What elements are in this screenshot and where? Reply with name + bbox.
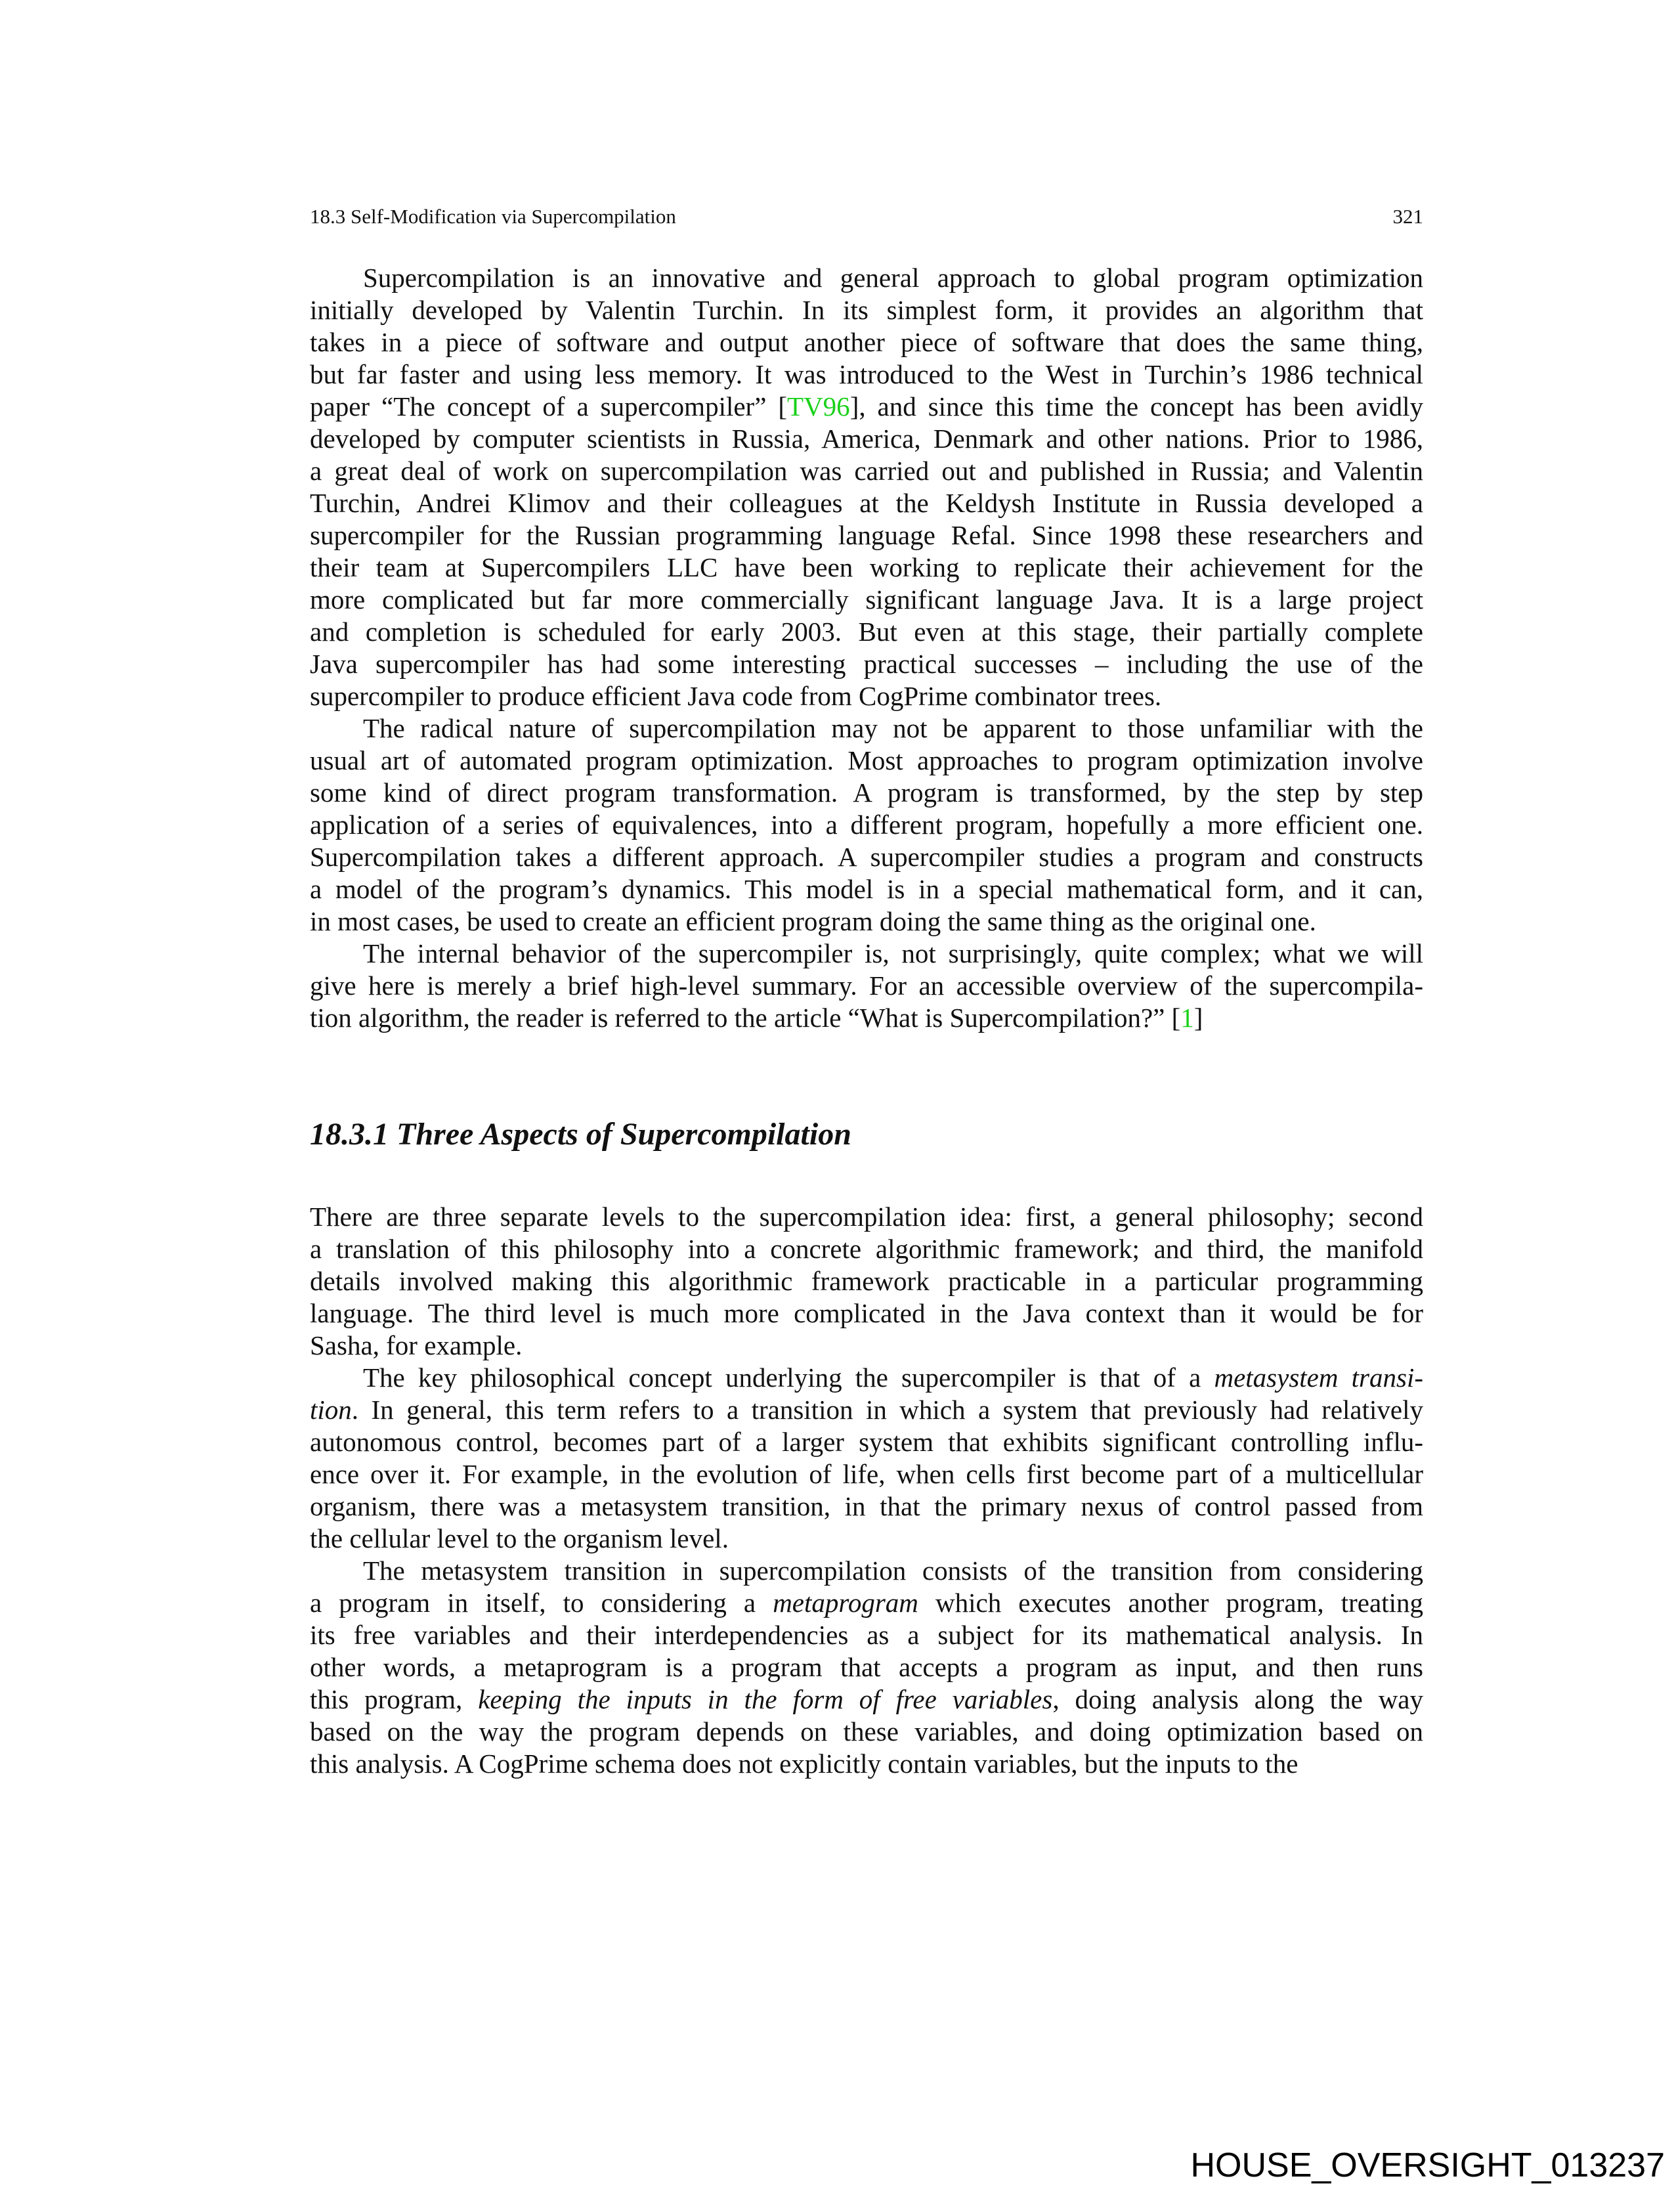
text-line xyxy=(310,1002,1423,1034)
text-line xyxy=(310,294,1423,326)
text-line xyxy=(310,712,1423,745)
text-line xyxy=(310,1297,1423,1330)
text-run: developed by computer scientists in Russia, America, Denmark and other nations. Prior to 1986, xyxy=(310,423,1423,454)
text-line xyxy=(310,1748,1423,1780)
text-run: application of a series of equivalences, into a different program, hopefully a more efficient one. xyxy=(310,810,1423,840)
emphasized-text: keeping the inputs in the form of free variables xyxy=(478,1684,1053,1714)
text-run: paper “The concept of a supercompiler” [ xyxy=(310,391,788,422)
text-run: other words, a metaprogram is a program that accepts a program as input, and then runs xyxy=(310,1652,1423,1682)
text-line xyxy=(310,1394,1423,1426)
text-run: Turchin, Andrei Klimov and their colleagues at the Keldysh Institute in Russia developed a xyxy=(310,488,1423,518)
text-line xyxy=(310,519,1423,552)
text-run: ] xyxy=(1193,1003,1203,1033)
text-run: Supercompilation takes a different approach. A supercompiler studies a program and constructs xyxy=(310,842,1423,872)
text-run: Sasha, for example. xyxy=(310,1330,523,1360)
text-line xyxy=(310,1619,1423,1651)
text-run: their team at Supercompilers LLC have been working to replicate their achievement for the xyxy=(310,552,1423,582)
text-run: ence over it. For example, in the evolution of life, when cells first become part of a multicellular xyxy=(310,1459,1423,1489)
text-line xyxy=(310,358,1423,391)
text-line xyxy=(310,423,1423,455)
page-number: 321 xyxy=(1392,205,1423,228)
text-run: supercompiler to produce efficient Java code from CogPrime combinator trees. xyxy=(310,681,1162,711)
text-line xyxy=(310,1458,1423,1490)
text-run: and completion is scheduled for early 2003. But even at this stage, their partially complete xyxy=(310,617,1423,647)
text-run: some kind of direct program transformation. A program is transformed, by the step by step xyxy=(310,777,1423,808)
body-text-intro xyxy=(310,262,1423,1034)
text-run: a translation of this philosophy into a concrete algorithmic framework; and third, the manifold xyxy=(310,1234,1423,1264)
emphasized-text: metaprogram xyxy=(773,1588,918,1618)
text-line xyxy=(310,391,1423,423)
text-line xyxy=(310,1265,1423,1297)
text-line xyxy=(310,584,1423,616)
text-run: based on the way the program depends on these variables, and doing optimization based on xyxy=(310,1716,1423,1746)
text-run: supercompiler for the Russian programming language Refal. Since 1998 these researchers and xyxy=(310,520,1423,550)
document-id-stamp: HOUSE_OVERSIGHT_013237 xyxy=(1190,2146,1665,2184)
text-run: which executes another program, treating xyxy=(918,1588,1423,1618)
text-run: details involved making this algorithmic framework practicable in a particular programming xyxy=(310,1266,1423,1296)
text-line xyxy=(310,552,1423,584)
text-line xyxy=(310,1233,1423,1265)
body-text-section xyxy=(310,1201,1423,1780)
text-line xyxy=(310,873,1423,905)
text-line xyxy=(310,841,1423,873)
section-heading: 18.3.1 Three Aspects of Supercompilation xyxy=(310,1117,851,1152)
text-run: but far faster and using less memory. It was introduced to the West in Turchin’s 1986 technical xyxy=(310,359,1423,389)
text-line xyxy=(310,648,1423,680)
text-run: language. The third level is much more complicated in the Java context than it would be for xyxy=(310,1298,1423,1328)
text-run: There are three separate levels to the supercompilation idea: first, a general philosophy; second xyxy=(310,1202,1423,1232)
text-line xyxy=(310,905,1423,938)
text-run: give here is merely a brief high-level summary. For an accessible overview of the supercompila- xyxy=(310,970,1423,1001)
paragraph xyxy=(310,712,1423,938)
text-line xyxy=(310,455,1423,487)
text-run: a model of the program’s dynamics. This model is in a special mathematical form, and it can, xyxy=(310,874,1423,904)
text-run: ], and since this time the concept has been avidly xyxy=(849,391,1423,422)
text-run: . In general, this term refers to a transition in which a system that previously had relatively xyxy=(351,1395,1423,1425)
text-line xyxy=(310,1587,1423,1619)
text-run: this analysis. A CogPrime schema does not explicitly contain variables, but the inputs to the xyxy=(310,1748,1298,1779)
text-line xyxy=(310,1683,1423,1716)
text-line xyxy=(310,616,1423,648)
text-line xyxy=(310,809,1423,841)
text-run: in most cases, be used to create an efficient program doing the same thing as the original one. xyxy=(310,906,1316,936)
text-run: a great deal of work on supercompilation was carried out and published in Russia; and Valentin xyxy=(310,456,1423,486)
text-run: the cellular level to the organism level. xyxy=(310,1523,729,1553)
text-line xyxy=(310,1523,1423,1555)
text-line xyxy=(310,1716,1423,1748)
text-line xyxy=(310,745,1423,777)
text-run: Java supercompiler has had some interesting practical successes – including the use of the xyxy=(310,649,1423,679)
citation-link[interactable]: 1 xyxy=(1180,1003,1194,1033)
text-line xyxy=(310,1651,1423,1683)
text-run: The metasystem transition in supercompilation consists of the transition from considering xyxy=(363,1555,1423,1586)
text-line xyxy=(310,938,1423,970)
running-header-section: 18.3 Self-Modification via Supercompilation xyxy=(310,205,676,228)
text-run: tion algorithm, the reader is referred to the article “What is Supercompilation?” [ xyxy=(310,1003,1181,1033)
text-run: initially developed by Valentin Turchin. In its simplest form, it provides an algorithm that xyxy=(310,295,1423,325)
paragraph xyxy=(310,262,1423,712)
text-run: , doing analysis along the way xyxy=(1052,1684,1424,1714)
text-line xyxy=(310,970,1423,1002)
text-run: takes in a piece of software and output another piece of software that does the same thing, xyxy=(310,327,1423,357)
text-run: this program, xyxy=(310,1684,479,1714)
text-line xyxy=(310,326,1423,358)
text-line xyxy=(310,262,1423,294)
running-header xyxy=(310,205,1423,228)
paragraph xyxy=(310,1555,1423,1780)
text-run: Supercompilation is an innovative and general approach to global program optimization xyxy=(363,263,1423,293)
text-run: a program in itself, to considering a xyxy=(310,1588,773,1618)
text-line xyxy=(310,1362,1423,1394)
paragraph xyxy=(310,938,1423,1034)
text-run: its free variables and their interdependencies as a subject for its mathematical analysis. In xyxy=(310,1620,1423,1650)
text-line xyxy=(310,1426,1423,1458)
text-line xyxy=(310,1555,1423,1587)
text-line xyxy=(310,777,1423,809)
emphasized-text: tion xyxy=(310,1395,352,1425)
text-run: more complicated but far more commercially significant language Java. It is a large project xyxy=(310,584,1423,615)
text-line xyxy=(310,487,1423,519)
text-line xyxy=(310,680,1423,712)
text-run: organism, there was a metasystem transition, in that the primary nexus of control passed from xyxy=(310,1491,1423,1521)
emphasized-text: metasystem transi- xyxy=(1214,1362,1423,1393)
text-run: usual art of automated program optimization. Most approaches to program optimization involve xyxy=(310,745,1423,775)
citation-link[interactable]: TV96 xyxy=(787,391,850,422)
text-run: The radical nature of supercompilation may not be apparent to those unfamiliar with the xyxy=(363,713,1423,743)
paragraph xyxy=(310,1362,1423,1555)
text-line xyxy=(310,1201,1423,1233)
text-line xyxy=(310,1330,1423,1362)
text-run: autonomous control, becomes part of a larger system that exhibits significant controlling influ- xyxy=(310,1427,1423,1457)
text-run: The internal behavior of the supercompiler is, not surprisingly, quite complex; what we will xyxy=(363,938,1423,968)
text-run: The key philosophical concept underlying the supercompiler is that of a xyxy=(363,1362,1214,1393)
text-line xyxy=(310,1490,1423,1523)
paragraph xyxy=(310,1201,1423,1362)
